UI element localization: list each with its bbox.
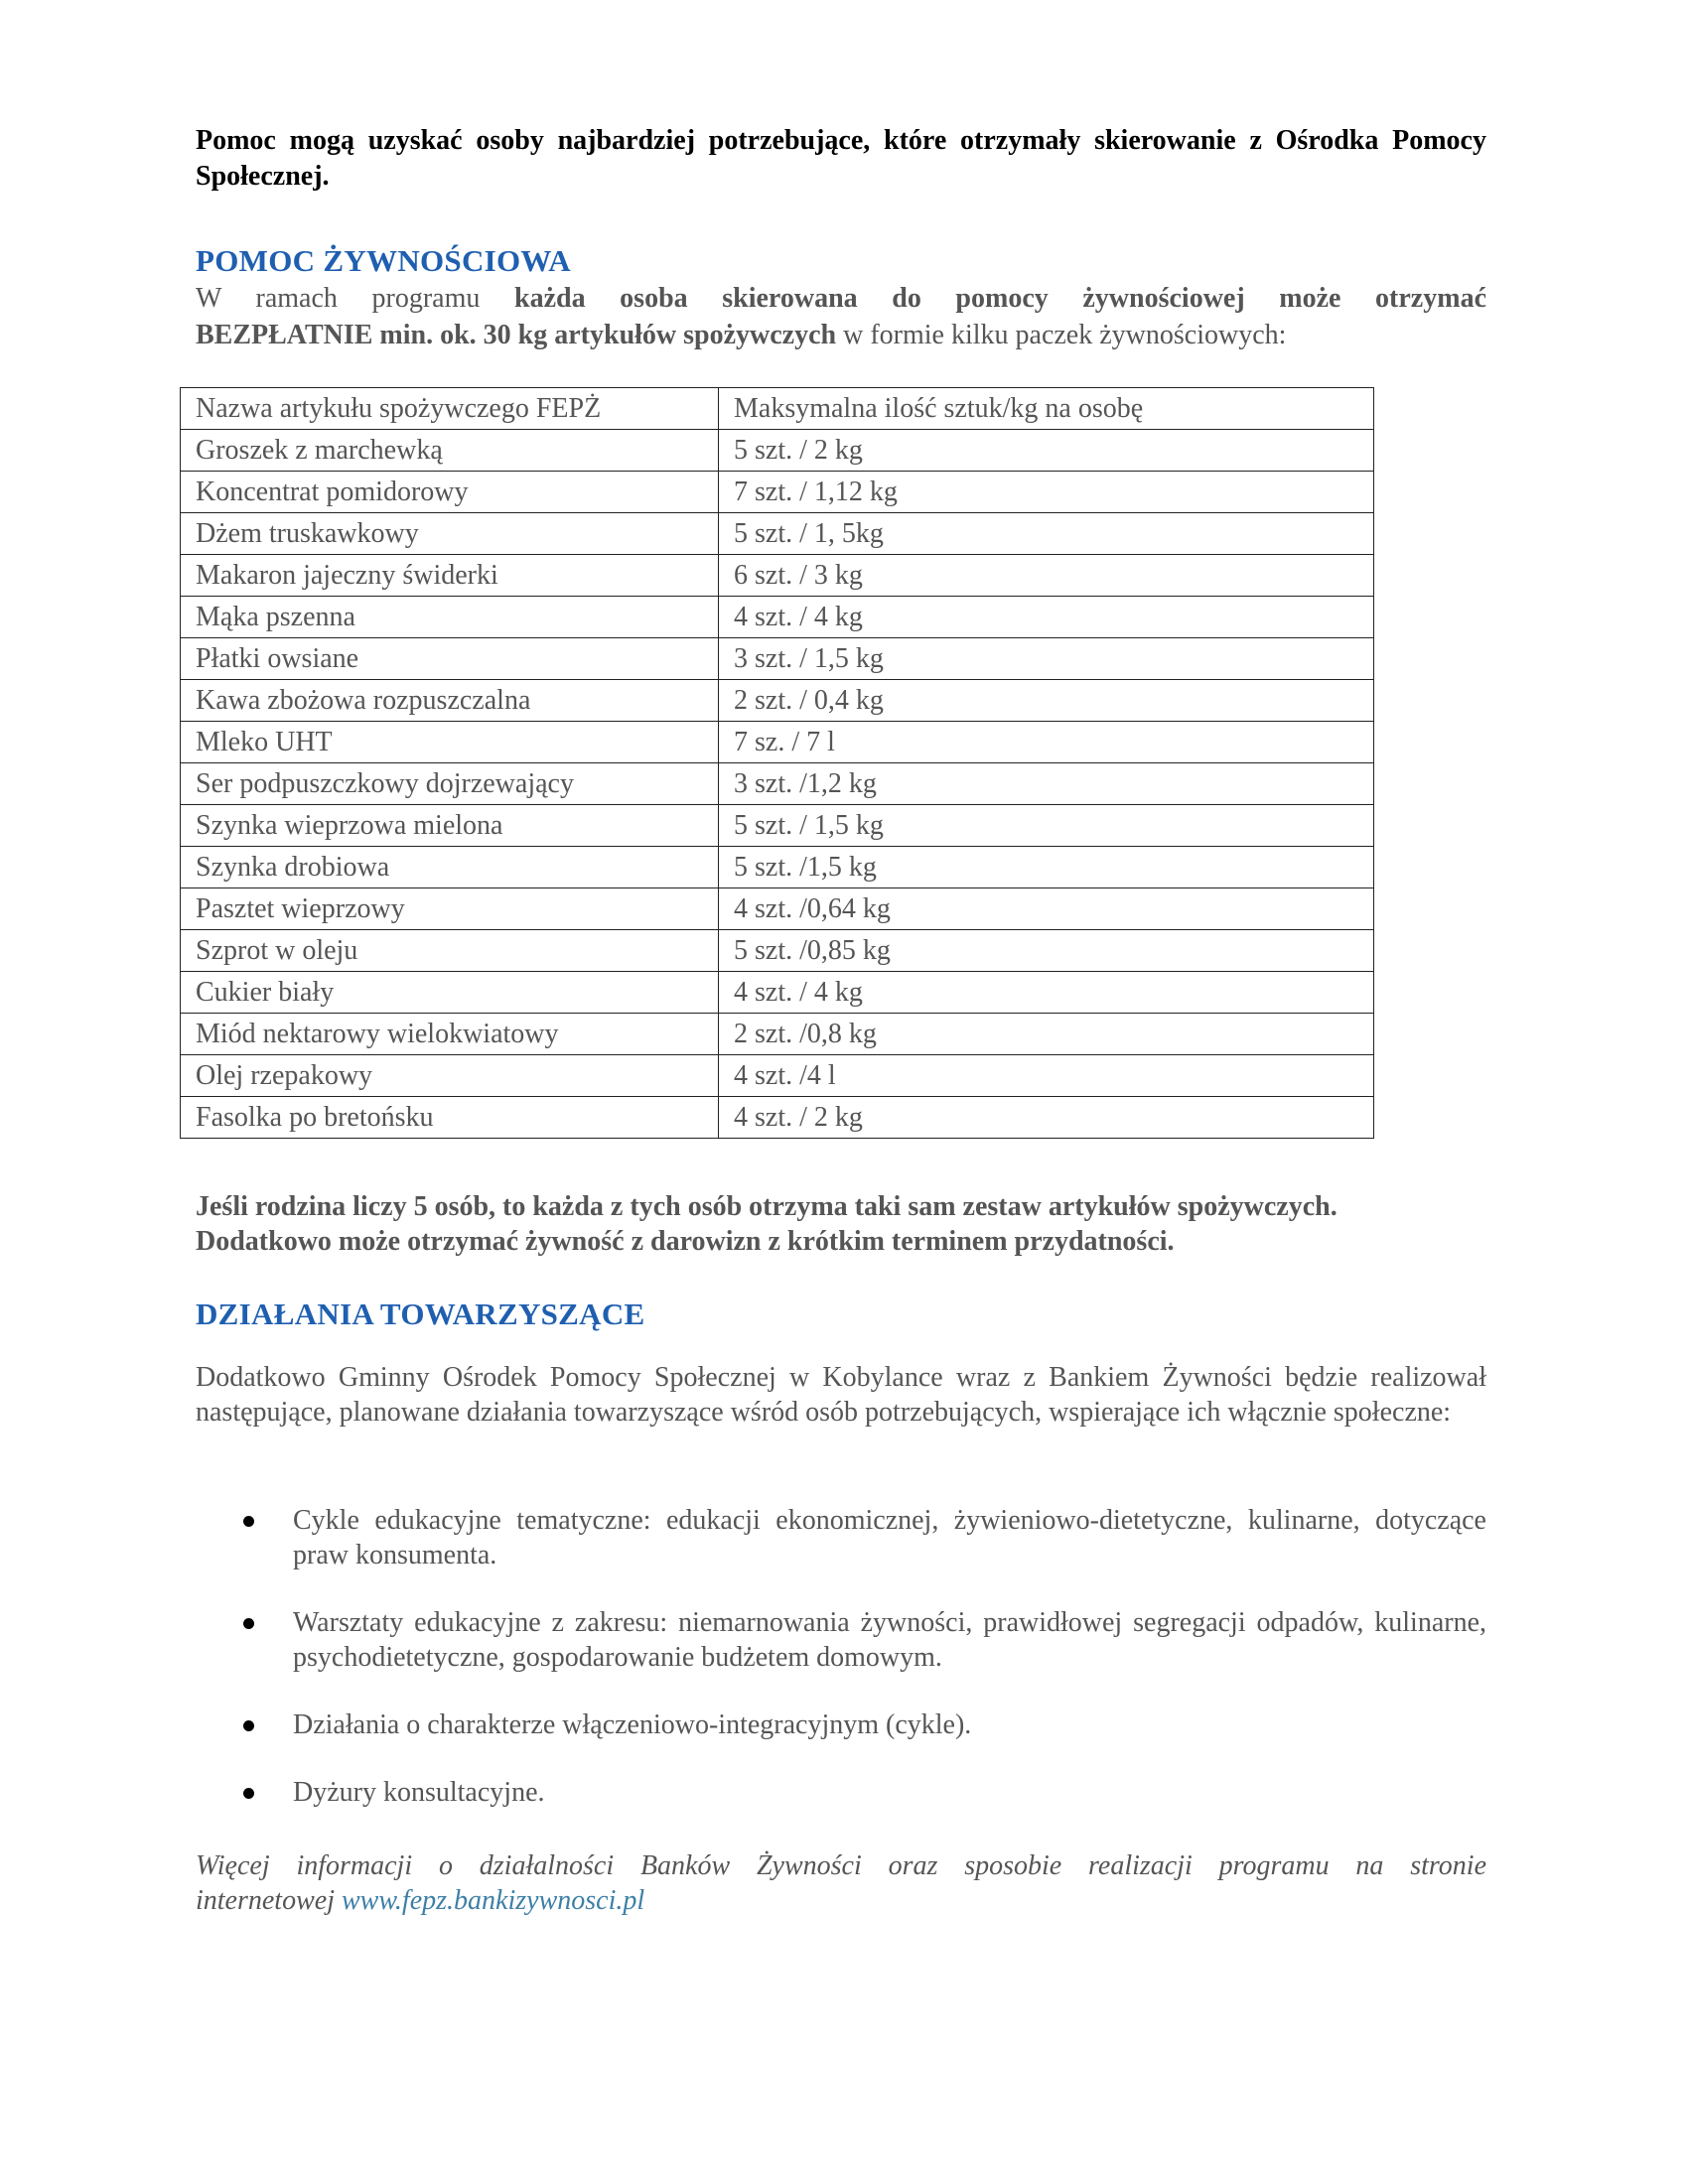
bullet-icon — [243, 1788, 254, 1799]
lead-post: w formie kilku paczek żywnościowych: — [836, 320, 1287, 350]
table-row — [181, 847, 1374, 888]
cell-max-quantity: 6 szt. / 3 kg — [719, 555, 1374, 597]
cell-item-name: Szprot w oleju — [181, 930, 719, 972]
food-items-table — [180, 387, 1374, 1139]
family-summary — [196, 1189, 1486, 1259]
cell-max-quantity: 2 szt. /0,8 kg — [719, 1014, 1374, 1055]
summary-line-2: Dodatkowo może otrzymać żywność z darowizn z krótkim terminem przydatności. — [196, 1226, 1175, 1257]
table-row — [181, 430, 1374, 472]
table-row — [181, 555, 1374, 597]
actions-list — [196, 1503, 1486, 1843]
cell-max-quantity: 4 szt. / 4 kg — [719, 597, 1374, 638]
cell-max-quantity: 5 szt. / 1, 5kg — [719, 513, 1374, 555]
cell-item-name: Szynka drobiowa — [181, 847, 719, 888]
bullet-icon — [243, 1516, 254, 1527]
cell-max-quantity: 5 szt. /0,85 kg — [719, 930, 1374, 972]
accompanying-paragraph: Dodatkowo Gminny Ośrodek Pomocy Społecznej w Kobylance wraz z Bankiem Żywności będzie realizował następujące, planowane działania towarzyszące wśród osób potrzebujących, wspierające ich włącznie społeczne: — [196, 1362, 1486, 1428]
column-header-name: Nazwa artykułu spożywczego FEPŻ — [181, 388, 719, 430]
cell-max-quantity: 5 szt. / 2 kg — [719, 430, 1374, 472]
cell-item-name: Mąka pszenna — [181, 597, 719, 638]
list-item-text: Cykle edukacyjne tematyczne: edukacji ekonomicznej, żywieniowo-dietetyczne, kulinarne, dotyczące praw konsumenta. — [293, 1505, 1486, 1570]
table-row — [181, 680, 1374, 722]
bullet-icon — [243, 1720, 254, 1731]
table-row — [181, 597, 1374, 638]
lead-pre: W ramach programu — [196, 283, 514, 314]
summary-line-1: Jeśli rodzina liczy 5 osób, to każda z tych osób otrzyma taki sam zestaw artykułów spożywczych. — [196, 1191, 1337, 1222]
table-row — [181, 763, 1374, 805]
lead-bold-2: BEZPŁATNIE min. ok. 30 kg artykułów spożywczych — [196, 320, 837, 350]
cell-max-quantity: 4 szt. /0,64 kg — [719, 888, 1374, 930]
table-row — [181, 722, 1374, 763]
food-aid-lead — [196, 280, 1486, 353]
table-row — [181, 513, 1374, 555]
cell-item-name: Fasolka po bretońsku — [181, 1097, 719, 1139]
list-item — [196, 1605, 1486, 1675]
table-row — [181, 1055, 1374, 1097]
cell-max-quantity: 3 szt. / 1,5 kg — [719, 638, 1374, 680]
cell-max-quantity: 4 szt. / 2 kg — [719, 1097, 1374, 1139]
cell-max-quantity: 7 szt. / 1,12 kg — [719, 472, 1374, 513]
list-item — [196, 1707, 1486, 1742]
list-item — [196, 1503, 1486, 1572]
list-item-text: Działania o charakterze włączeniowo-integracyjnym (cykle). — [293, 1709, 972, 1740]
column-header-quantity: Maksymalna ilość sztuk/kg na osobę — [719, 388, 1374, 430]
intro-paragraph: Pomoc mogą uzyskać osoby najbardziej potrzebujące, które otrzymały skierowanie z Ośrodka Pomocy Społecznej. — [196, 125, 1486, 192]
footer-line-1: Więcej informacji o działalności Banków Żywności oraz sposobie realizacji programu na stronie — [196, 1850, 1486, 1881]
cell-item-name: Olej rzepakowy — [181, 1055, 719, 1097]
more-info-footer — [196, 1848, 1486, 1918]
bullet-icon — [243, 1618, 254, 1629]
cell-item-name: Kawa zbożowa rozpuszczalna — [181, 680, 719, 722]
cell-item-name: Dżem truskawkowy — [181, 513, 719, 555]
list-item-text: Warsztaty edukacyjne z zakresu: niemarnowania żywności, prawidłowej segregacji odpadów, kulinarne, psychodietetyczne, gospodarowanie budżetem domowym. — [293, 1607, 1486, 1673]
table-row — [181, 888, 1374, 930]
cell-max-quantity: 4 szt. /4 l — [719, 1055, 1374, 1097]
table-header-row — [181, 388, 1374, 430]
list-item — [196, 1775, 1486, 1810]
cell-max-quantity: 7 sz. / 7 l — [719, 722, 1374, 763]
fepz-website-link[interactable]: www.fepz.bankizywnosci.pl — [341, 1885, 645, 1916]
table-row — [181, 972, 1374, 1014]
cell-item-name: Mleko UHT — [181, 722, 719, 763]
table-row — [181, 930, 1374, 972]
cell-item-name: Miód nektarowy wielokwiatowy — [181, 1014, 719, 1055]
cell-item-name: Groszek z marchewką — [181, 430, 719, 472]
heading-accompanying-actions: DZIAŁANIA TOWARZYSZĄCE — [196, 1297, 645, 1331]
cell-max-quantity: 3 szt. /1,2 kg — [719, 763, 1374, 805]
cell-max-quantity: 5 szt. / 1,5 kg — [719, 805, 1374, 847]
cell-max-quantity: 2 szt. / 0,4 kg — [719, 680, 1374, 722]
lead-line-1 — [196, 280, 1486, 317]
table-row — [181, 638, 1374, 680]
cell-item-name: Cukier biały — [181, 972, 719, 1014]
cell-item-name: Pasztet wieprzowy — [181, 888, 719, 930]
cell-item-name: Szynka wieprzowa mielona — [181, 805, 719, 847]
table-row — [181, 1097, 1374, 1139]
cell-item-name: Ser podpuszczkowy dojrzewający — [181, 763, 719, 805]
cell-item-name: Koncentrat pomidorowy — [181, 472, 719, 513]
cell-max-quantity: 5 szt. /1,5 kg — [719, 847, 1374, 888]
cell-item-name: Płatki owsiane — [181, 638, 719, 680]
footer-line-2-prefix: internetowej — [196, 1885, 342, 1916]
cell-item-name: Makaron jajeczny świderki — [181, 555, 719, 597]
table-row — [181, 805, 1374, 847]
list-item-text: Dyżury konsultacyjne. — [293, 1777, 545, 1808]
cell-max-quantity: 4 szt. / 4 kg — [719, 972, 1374, 1014]
table-row — [181, 1014, 1374, 1055]
table-row — [181, 472, 1374, 513]
lead-bold-1: każda osoba skierowana do pomocy żywnościowej może otrzymać — [514, 283, 1486, 314]
heading-food-aid: POMOC ŻYWNOŚCIOWA — [196, 243, 571, 278]
